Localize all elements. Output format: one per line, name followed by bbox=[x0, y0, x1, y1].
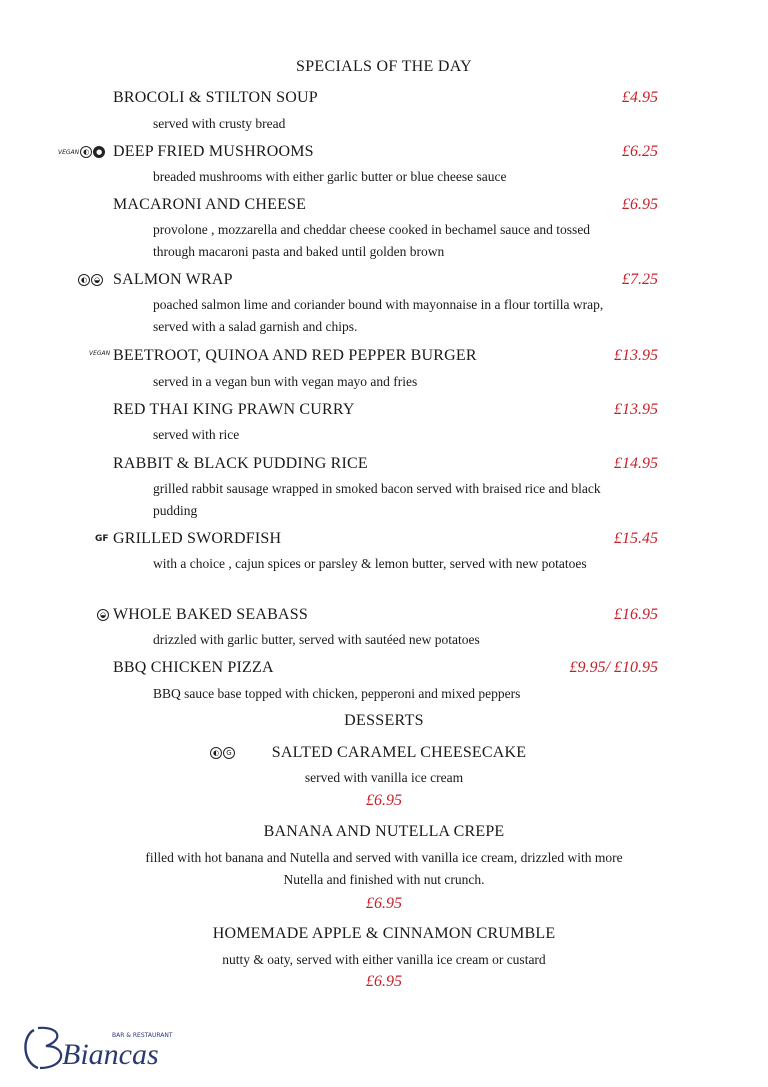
dish-description: breaded mushrooms with either garlic butter or blue cheese sauce bbox=[153, 169, 507, 184]
dairy-icon: ◐ bbox=[78, 274, 90, 286]
dish-description: poached salmon lime and coriander bound with mayonnaise in a flour tortilla wrap, served with a salad garnish and chips. bbox=[153, 297, 604, 334]
dessert-description: served with vanilla ice cream bbox=[304, 770, 464, 785]
dish-name: BROCOLI & STILTON SOUP bbox=[113, 89, 318, 106]
restaurant-logo bbox=[20, 1022, 180, 1074]
dish-name: WHOLE BAKED SEABASS bbox=[113, 606, 308, 623]
dietary-icons bbox=[89, 350, 110, 357]
dish-price: £16.95 bbox=[614, 606, 658, 623]
desserts-heading: DESSERTS bbox=[344, 712, 424, 729]
dietary-icons bbox=[95, 534, 109, 544]
dessert-name: HOMEMADE APPLE & CINNAMON CRUMBLE bbox=[212, 925, 556, 942]
logo-name: Biancas bbox=[62, 1038, 159, 1071]
dish-name: BEETROOT, QUINOA AND RED PEPPER BURGER bbox=[113, 347, 477, 364]
dish-description: served in a vegan bun with vegan mayo and fries bbox=[153, 374, 418, 389]
dairy-icon: ◐ bbox=[210, 747, 222, 759]
dessert-price: £6.95 bbox=[366, 792, 402, 809]
dish-price: £6.95 bbox=[622, 196, 658, 213]
dietary-icons bbox=[97, 609, 109, 621]
dessert-description: nutty & oaty, served with either vanilla ice cream or custard bbox=[222, 952, 546, 967]
dessert-name: SALTED CARAMEL CHEESECAKE bbox=[271, 744, 527, 761]
vegan-badge: VEGAN bbox=[89, 350, 111, 357]
dish-description: drizzled with garlic butter, served with sautéed new potatoes bbox=[153, 632, 480, 647]
fish-icon: ◒ bbox=[91, 274, 103, 286]
vegetarian-icon: ● bbox=[93, 146, 105, 158]
vegan-option-badge: VEGAN bbox=[58, 148, 80, 156]
dish-price: £9.95/ £10.95 bbox=[569, 659, 658, 676]
dish-price: £14.95 bbox=[614, 455, 658, 472]
logo-tagline: BAR & RESTAURANT bbox=[112, 1032, 173, 1039]
dish-description: with a choice , cajun spices or parsley & lemon butter, served with new potatoes bbox=[153, 556, 587, 571]
dish-price: £13.95 bbox=[614, 347, 658, 364]
dish-price: £6.25 bbox=[622, 143, 658, 160]
dish-name: BBQ CHICKEN PIZZA bbox=[113, 659, 274, 676]
dish-description: provolone , mozzarella and cheddar cheese cooked in bechamel sauce and tossed through macaroni pasta and baked until golden brown bbox=[153, 222, 591, 259]
dish-price: £13.95 bbox=[614, 401, 658, 418]
dietary-icons bbox=[58, 146, 105, 158]
dish-description: grilled rabbit sausage wrapped in smoked bacon served with braised rice and black pudding bbox=[153, 481, 601, 518]
dish-name: MACARONI AND CHEESE bbox=[113, 196, 307, 213]
dessert-price: £6.95 bbox=[366, 895, 402, 912]
dessert-description: filled with hot banana and Nutella and served with vanilla ice cream, drizzled with more Nutella and finished with nut crunch. bbox=[145, 850, 623, 887]
fish-icon: ◒ bbox=[97, 609, 109, 621]
dietary-icons bbox=[78, 274, 103, 286]
dish-description: BBQ sauce base topped with chicken, pepperoni and mixed peppers bbox=[153, 686, 521, 701]
dish-name: GRILLED SWORDFISH bbox=[113, 530, 282, 547]
gluten-icon: G bbox=[223, 747, 235, 759]
dish-description: served with crusty bread bbox=[153, 116, 286, 131]
dish-name: DEEP FRIED MUSHROOMS bbox=[113, 143, 314, 160]
dessert-name: BANANA AND NUTELLA CREPE bbox=[263, 823, 505, 840]
dairy-icon: ◐ bbox=[80, 146, 92, 158]
dish-name: SALMON WRAP bbox=[113, 271, 233, 288]
specials-heading: SPECIALS OF THE DAY bbox=[296, 58, 472, 75]
dish-description: served with rice bbox=[153, 427, 240, 442]
dish-price: £7.25 bbox=[622, 271, 658, 288]
dish-name: RED THAI KING PRAWN CURRY bbox=[113, 401, 355, 418]
dish-price: £15.45 bbox=[614, 530, 658, 547]
dish-name: RABBIT & BLACK PUDDING RICE bbox=[113, 455, 368, 472]
gluten-free-badge: GF bbox=[95, 534, 109, 544]
dish-price: £4.95 bbox=[622, 89, 658, 106]
dessert-price: £6.95 bbox=[366, 973, 402, 990]
